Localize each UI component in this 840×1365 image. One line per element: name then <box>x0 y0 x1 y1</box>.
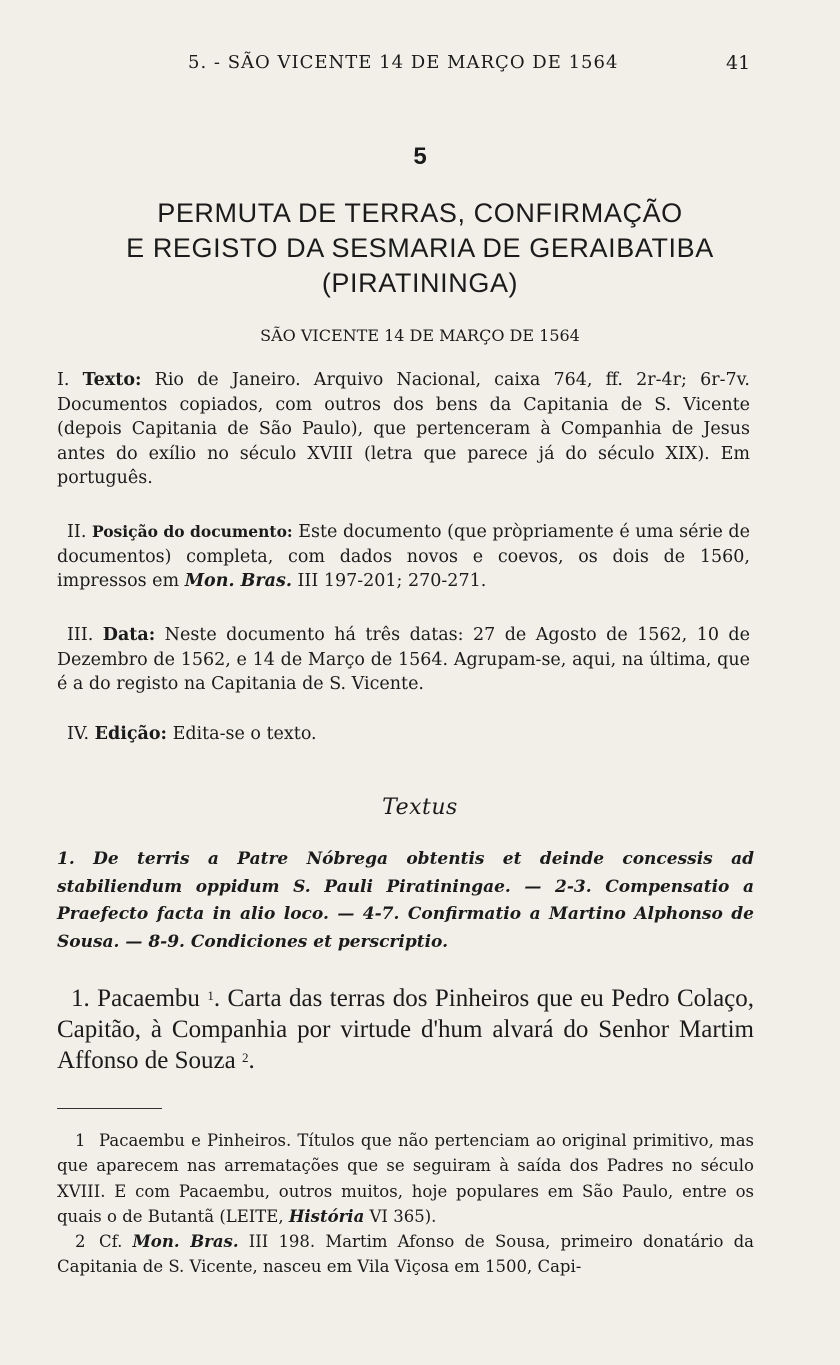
place-date: SÃO VICENTE 14 DE MARÇO DE 1564 <box>260 326 580 345</box>
section-label: Edição: <box>94 724 167 744</box>
footnote-text: Pacaembu e Pinheiros. Títulos que não pertenciam ao original primitivo, mas que aparecem nas arrematações que se seguiram à saída dos Padres no século XVIII. E com Pacaembu, outros muitos, hoje populares em São Paulo, entre os quais o de Butantã (LEITE, <box>57 1131 754 1226</box>
page-number: 41 <box>726 52 751 74</box>
document-title <box>60 196 780 301</box>
section-number: I. <box>57 370 70 390</box>
footnote <box>57 1229 754 1280</box>
section-label: Data: <box>102 625 156 645</box>
textus-heading: Textus <box>382 795 458 820</box>
footnote-ref: 2 <box>241 1050 249 1065</box>
section-text: Neste documento há três datas: 27 de Agosto de 1562, 10 de Dezembro de 1562, e 14 de Março de 1564. Agrupam-se, aqui, na última, que é a do registo na Capitania de S. Vicente. <box>57 625 750 695</box>
document-title-line: (PIRATININGA) <box>321 268 519 298</box>
section-text: Edita-se o texto. <box>172 724 317 744</box>
paragraph-number: 1. <box>71 985 90 1012</box>
latin-summary: 1. De terris a Patre Nóbrega obtentis et deinde concessis ad stabiliendum oppidum S. Pauli Piratiningae. — 2-3. Compensatio a Praefecto facta in alio loco. — 4-7. Confirmatio a Martino Alphonso de Sousa. — 8-9. Condiciones et perscriptio. <box>57 849 754 952</box>
footnotes <box>57 1128 754 1280</box>
footnote-reference: Mon. Bras. <box>132 1232 239 1252</box>
running-head-title: 5. - SÃO VICENTE 14 DE MARÇO DE 1564 <box>188 52 619 73</box>
main-text <box>57 983 754 1076</box>
section-edicao <box>57 722 750 747</box>
footnote-text: III 198. Martim Afonso de Sousa, primeiro donatário da Capitania de S. Vicente, nasceu em Vila Viçosa em 1500, Capi- <box>57 1232 754 1277</box>
footnote-text: Cf. <box>99 1232 123 1252</box>
section-text: Este documento (que pròpriamente é uma série de documentos) completa, com dados novos e coevos, os dois de 1560, impressos em <box>57 522 750 592</box>
main-text-span: Pacaembu <box>97 985 200 1012</box>
footnote <box>57 1128 754 1229</box>
footnote-reference: História <box>288 1206 365 1226</box>
section-text: III 197-201; 270-271. <box>297 571 487 592</box>
section-data <box>57 623 750 697</box>
section-texto <box>57 368 750 491</box>
footnote-text: VI 365). <box>369 1206 437 1226</box>
main-text-span: . <box>248 1047 255 1074</box>
section-number: II. <box>67 522 87 542</box>
section-number: IV. <box>67 724 90 744</box>
footnote-divider <box>57 1108 162 1109</box>
section-label: Posição do documento: <box>91 522 293 541</box>
section-text: Rio de Janeiro. Arquivo Nacional, caixa 764, ff. 2r-4r; 6r-7v. Documentos copiados, com outros dos bens da Capitania de S. Vicente (depois Capitania de São Paulo), que pertenceram à Companhia de Jesus antes do exílio no século XVIII (letra que parece já do século XIX). Em português. <box>57 370 750 489</box>
document-number: 5 <box>413 143 427 170</box>
footnote-number: 1 <box>75 1131 86 1150</box>
running-head <box>0 52 840 82</box>
main-paragraph <box>57 983 754 1076</box>
section-posicao <box>57 520 750 594</box>
footnote-number: 2 <box>75 1232 86 1252</box>
main-text-span: . Carta das terras dos Pinheiros que eu Pedro Colaço, Capitão, à Companhia por virtude d'hum alvará do Senhor Martim Affonso de Souza <box>57 985 755 1074</box>
section-reference: Mon. Bras. <box>184 571 292 592</box>
footnote-ref: 1 <box>207 988 214 1003</box>
section-number: III. <box>67 625 94 645</box>
document-title-line: E REGISTO DA SESMARIA DE GERAIBATIBA <box>126 233 714 263</box>
section-label: Texto: <box>82 370 142 390</box>
document-title-line: PERMUTA DE TERRAS, CONFIRMAÇÃO <box>157 198 683 228</box>
